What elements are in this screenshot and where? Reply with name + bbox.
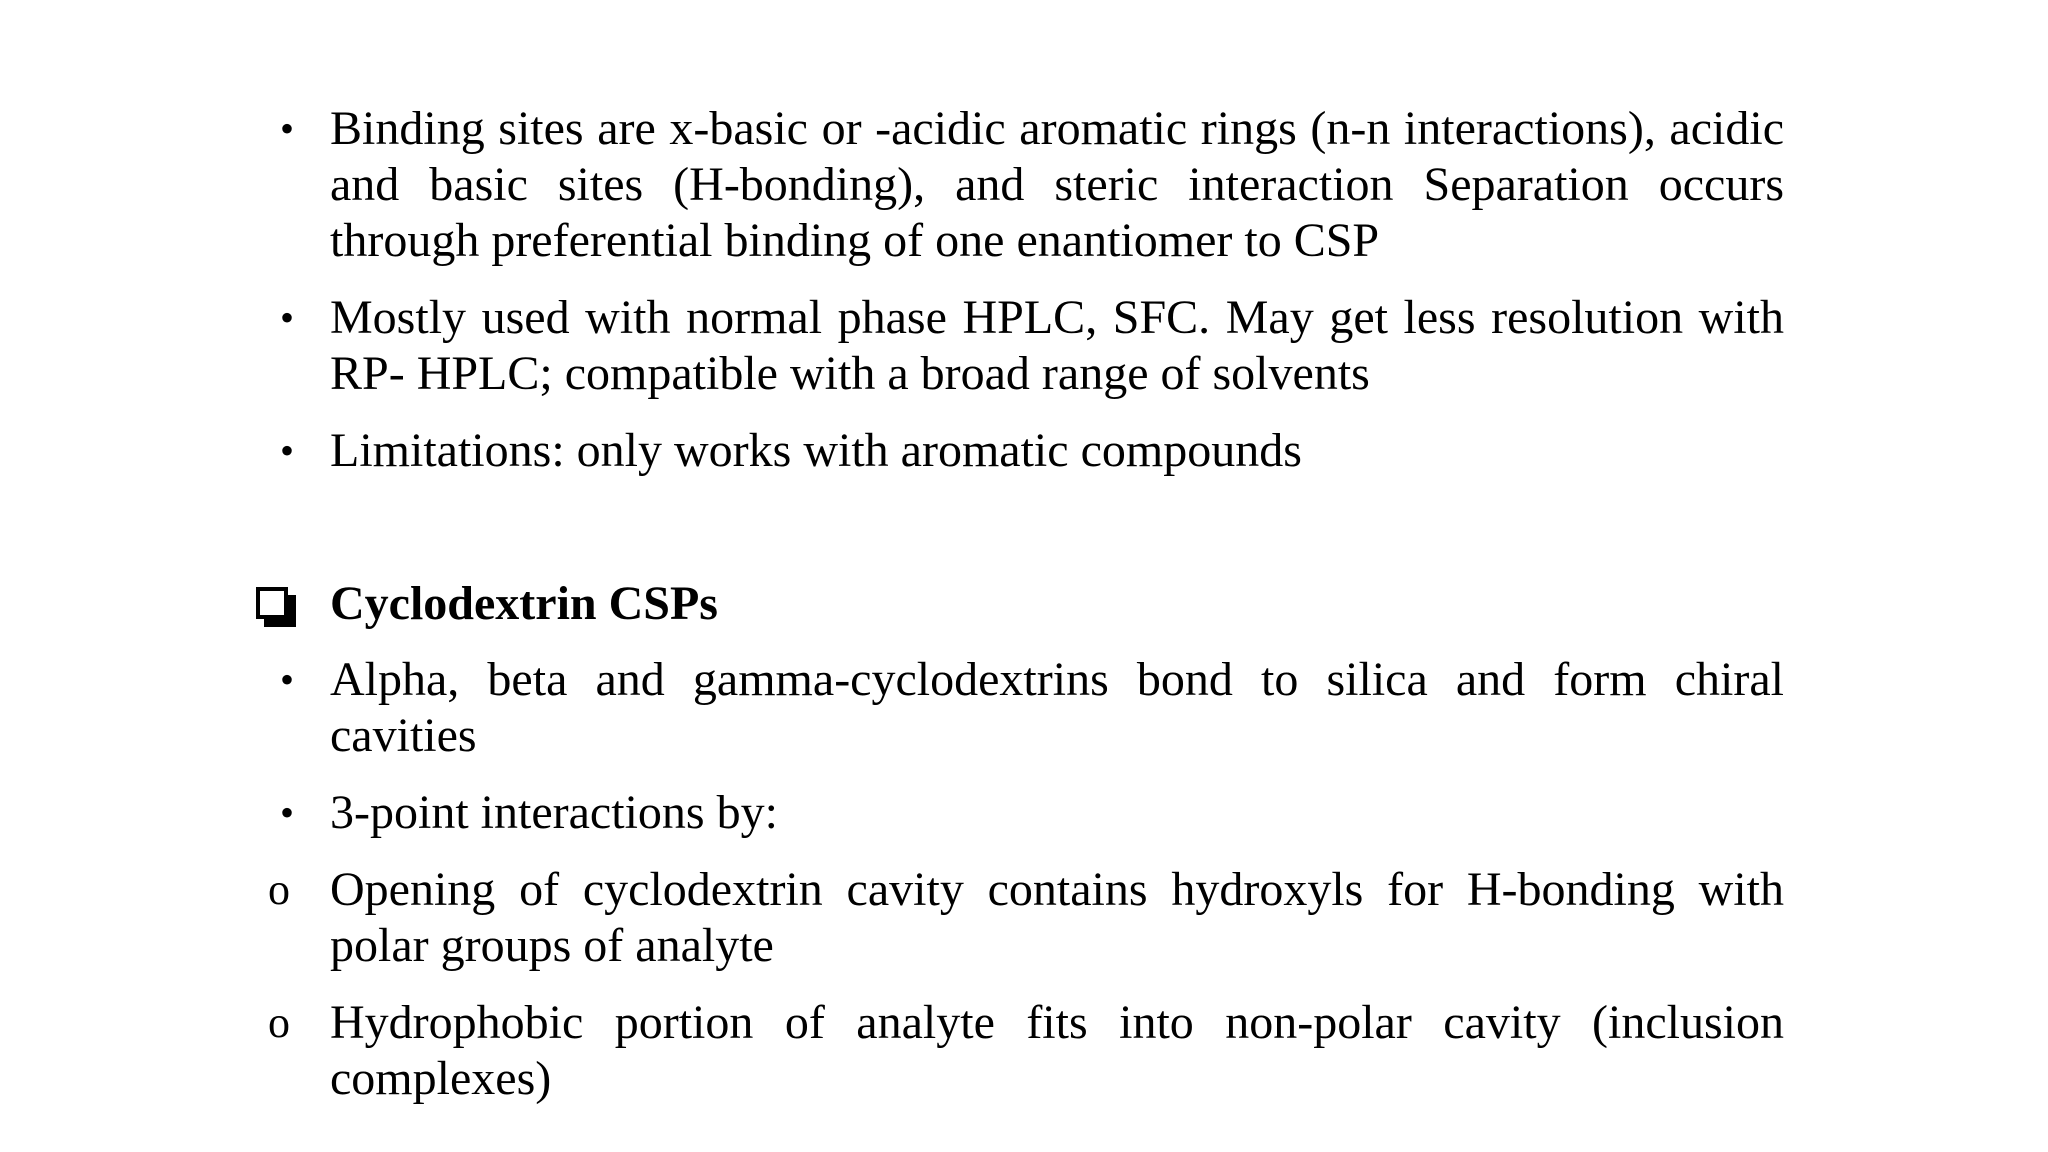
bullet-icon: •	[280, 106, 295, 151]
bullet-item	[256, 785, 1784, 841]
section-heading-text: Cyclodextrin CSPs	[330, 577, 718, 630]
sub-bullet-item	[256, 995, 1784, 1107]
bullet-text: Alpha, beta and gamma-cyclodextrins bond to silica and form chiral cavities	[330, 653, 1784, 762]
sub-bullet-text: Hydrophobic portion of analyte fits into non-polar cavity (inclusion complexes)	[330, 996, 1784, 1105]
bullet-item	[256, 652, 1784, 764]
checkbox-icon	[256, 587, 288, 619]
bullet-item	[256, 290, 1784, 402]
bullet-icon: •	[280, 428, 295, 473]
bullet-text: 3-point interactions by:	[330, 786, 778, 839]
cyclodextrin-section	[256, 576, 1784, 1107]
sub-bullet-text: Opening of cyclodextrin cavity contains hydroxyls for H-bonding with polar groups of analyte	[330, 863, 1784, 972]
bullet-icon: •	[280, 790, 295, 835]
section-heading	[256, 576, 1784, 632]
bullet-text: Binding sites are x-basic or -acidic aromatic rings (n-n interactions), acidic and basic sites (H-bonding), and steric interaction Separation occurs through preferential binding of one enantiomer to CSP	[330, 102, 1784, 267]
bullet-item	[256, 423, 1784, 479]
sub-bullet-item	[256, 862, 1784, 974]
circle-bullet-icon: o	[268, 998, 290, 1047]
bullet-text: Mostly used with normal phase HPLC, SFC. May get less resolution with RP- HPLC; compatible with a broad range of solvents	[330, 291, 1784, 400]
upper-bullet-list	[256, 101, 1784, 479]
circle-bullet-icon: o	[268, 865, 290, 914]
bullet-text: Limitations: only works with aromatic compounds	[330, 424, 1302, 477]
bullet-icon: •	[280, 657, 295, 702]
bullet-item	[256, 101, 1784, 269]
bullet-icon: •	[280, 295, 295, 340]
